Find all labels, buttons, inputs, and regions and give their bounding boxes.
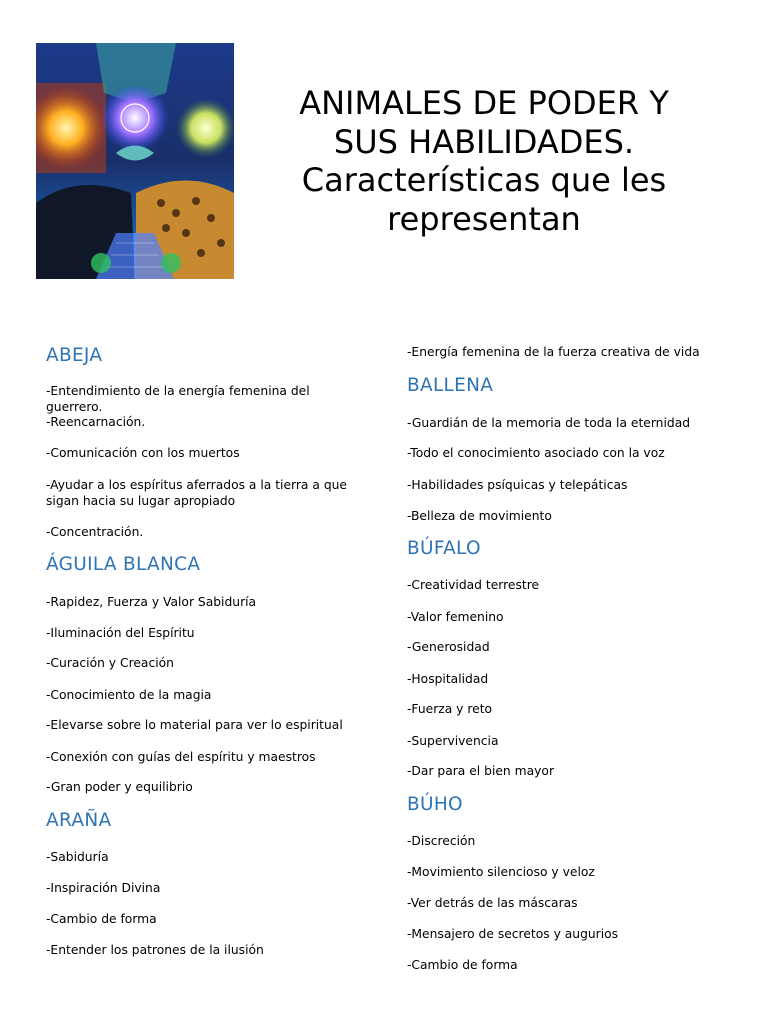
section-heading-aguila-blanca: ÁGUILA BLANCA xyxy=(46,554,201,575)
list-item: -Conexión con guías del espíritu y maestros xyxy=(46,750,316,764)
list-item: -Entender los patrones de la ilusión xyxy=(46,943,264,957)
list-item: -Sabiduría xyxy=(46,850,109,864)
list-item: -Concentración. xyxy=(46,525,144,539)
list-item: -Habilidades psíquicas y telepáticas xyxy=(407,478,628,492)
section-heading-abeja: ABEJA xyxy=(46,345,103,366)
list-item: -Generosidad xyxy=(407,640,490,654)
list-item: -Comunicación con los muertos xyxy=(46,446,240,460)
list-item: -Reencarnación. xyxy=(46,415,146,429)
list-item: -Gran poder y equilibrio xyxy=(46,780,193,794)
list-item: -Curación y Creación xyxy=(46,656,174,670)
list-item: -Fuerza y reto xyxy=(407,702,493,716)
list-item: -Energía femenina de la fuerza creativa de vida xyxy=(407,345,700,359)
page-title: ANIMALES DE PODER Y SUS HABILIDADES. Características que les representan xyxy=(299,84,669,238)
list-item: -Ver detrás de las máscaras xyxy=(407,896,578,910)
list-item: -Guardián de la memoria de toda la eternidad xyxy=(407,416,691,430)
list-item: -Entendimiento de la energía femenina del guerrero. xyxy=(46,384,310,414)
list-item: -Cambio de forma xyxy=(46,912,157,926)
list-item: -Valor femenino xyxy=(407,610,504,624)
section-heading-arana: ARAÑA xyxy=(46,810,112,831)
list-item: -Conocimiento de la magia xyxy=(46,688,212,702)
section-heading-ballena: BALLENA xyxy=(407,375,494,396)
section-heading-buho: BÚHO xyxy=(407,794,463,815)
list-item: -Dar para el bien mayor xyxy=(407,764,554,778)
list-item: -Belleza de movimiento xyxy=(407,509,552,523)
list-item: -Discreción xyxy=(407,834,476,848)
list-item: -Hospitalidad xyxy=(407,672,489,686)
list-item: -Elevarse sobre lo material para ver lo espiritual xyxy=(46,718,343,732)
list-item: -Movimiento silencioso y veloz xyxy=(407,865,595,879)
list-item: -Creatividad terrestre xyxy=(407,578,540,592)
list-item: -Inspiración Divina xyxy=(46,881,161,895)
list-item: -Mensajero de secretos y augurios xyxy=(407,927,619,941)
list-item: -Ayudar a los espíritus aferrados a la tierra a que sigan hacia su lugar apropiado xyxy=(46,478,347,508)
list-item: -Todo el conocimiento asociado con la voz xyxy=(407,446,665,460)
section-heading-bufalo: BÚFALO xyxy=(407,538,481,559)
cover-illustration xyxy=(36,43,234,279)
list-item: -Rapidez, Fuerza y Valor Sabiduría xyxy=(46,595,257,609)
list-item: -Supervivencia xyxy=(407,734,499,748)
list-item: -Cambio de forma xyxy=(407,958,518,972)
list-item: -Iluminación del Espíritu xyxy=(46,626,195,640)
